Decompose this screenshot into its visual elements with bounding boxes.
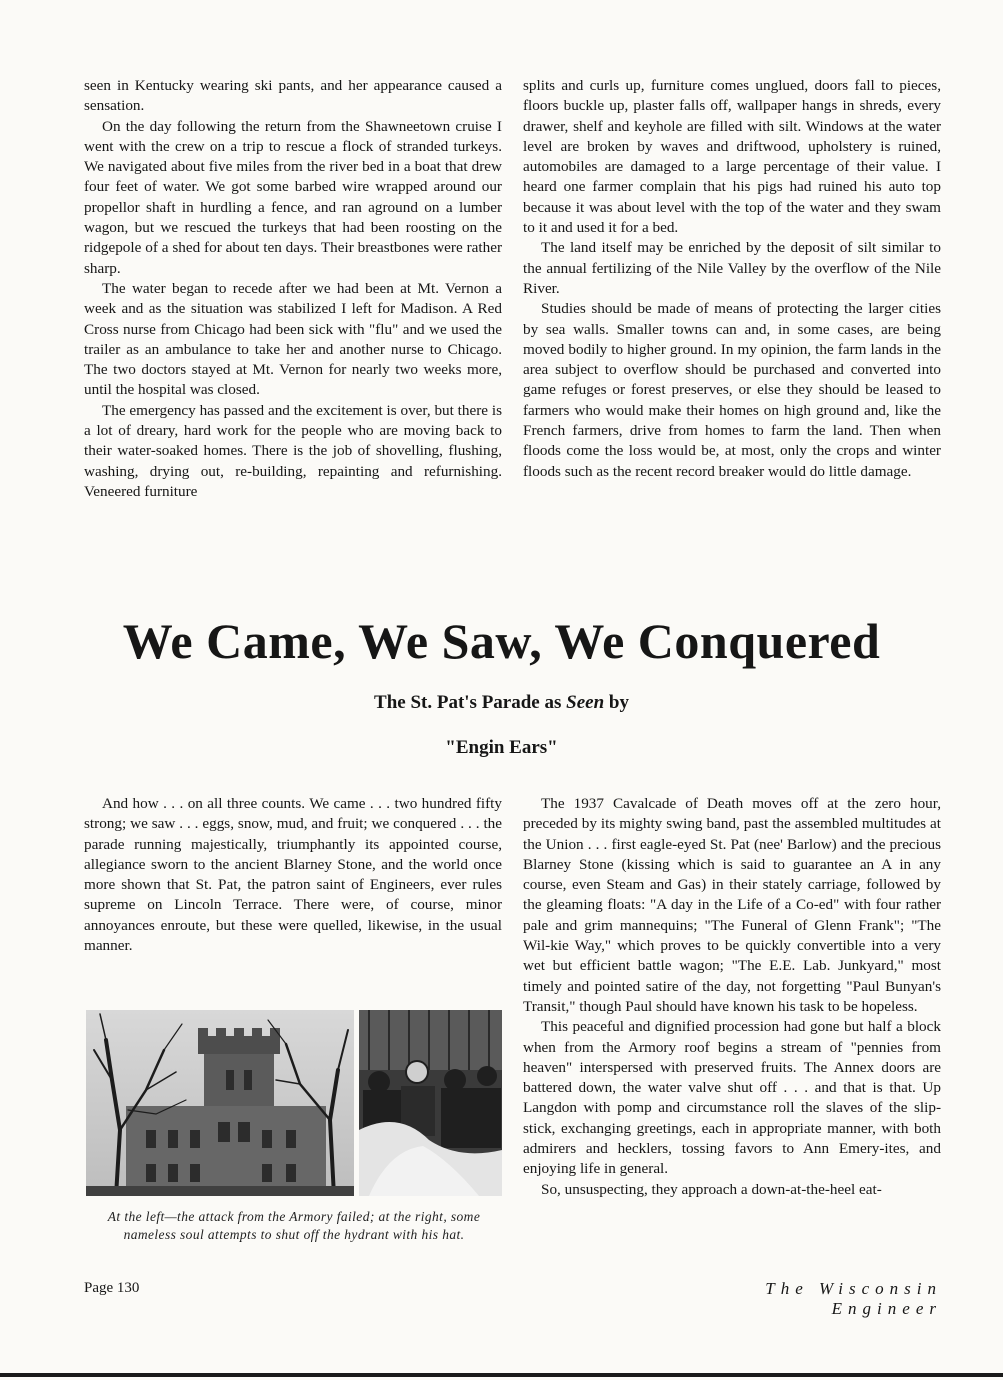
paragraph: splits and curls up, furniture comes unglued, doors fall to pieces, floors buckle up, plaster falls off, wallpaper hangs in shreds, every drawer, shelf and keyhole are filled with silt. Windows at the water level are broken by waves and driftwood, upholstery is ruined, automobiles are damaged to a large percentage of their value. I heard one farmer complain that his pigs had ruined his auto top because it was about level with the top of the water and they swam to it and used it for a bed. — [523, 77, 941, 237]
paragraph: The water began to recede after we had been at Mt. Vernon a week and as the situation was stabilized I left for Madison. A Red Cross nurse from Chicago had been sick with "flu" and we used the trailer as an ambulance to take her and another nurse to Chicago. The two doctors stayed at Mt. Vernon for nearly two weeks more, until the hospital was closed. — [84, 279, 502, 399]
paragraph: And how . . . on all three counts. We came . . . two hundred fifty strong; we saw . . . eggs, snow, mud, and fruit; we conquered . . . the parade running majestically, triumphantly its appointed course, allegiance sworn to the ancient Blarney Stone, and the world once more shown that St. Pat, the patron saint of Engineers, ever rules supreme on Lincoln Terrace. There were, of course, minor annoyances enroute, but these were quelled, likewise, in the usual manner. — [84, 795, 502, 955]
article-subtitle — [0, 692, 1003, 714]
paragraph: On the day following the return from the Shawneetown cruise I went with the crew on a trip to rescue a flock of stranded turkeys. We navigated about five miles from the river bed in a boat that drew four feet of water. We got some barbed wire wrapped around our propellor shaft in hurdling a fence, and ran aground on a lumber wagon, but we rescued the turkeys that had been roosting on the ridgepole of a shed for about ten days. Their breastbones were rather sharp. — [84, 117, 502, 277]
paragraph: So, unsuspecting, they approach a down-at-the-heel eat- — [541, 1180, 882, 1198]
armory-photo-drawing — [86, 1010, 354, 1196]
paragraph: seen in Kentucky wearing ski pants, and her appearance caused a sensation. — [84, 77, 502, 115]
hydrant-hat-photo — [359, 1010, 502, 1196]
paragraph: Studies should be made of means of protecting the larger cities by sea walls. Smaller towns can and, in some cases, are being moved bodily to higher ground. In my opinion, the farm lands in the area subject to overflow should be purchased and converted into game refuges or forest preserves, or else they should be leased to farmers who would make their homes on high ground and, like the French farmers, drive from homes to farm the land. Then when floods come the loss would be, at most, only the crops and winter floods such as the recent record breaker would do little damage. — [523, 300, 941, 480]
bottom-rule — [0, 1373, 1003, 1377]
paragraph: The land itself may be enriched by the deposit of silt similar to the annual fertilizing of the Nile Valley by the overflow of the Nile River. — [523, 239, 941, 297]
armory-attack-photo — [86, 1010, 354, 1196]
subtitle-prefix: The St. Pat's Parade as — [374, 692, 567, 713]
paragraph: The 1937 Cavalcade of Death moves off at the zero hour, preceded by its mighty swing band, past the assembled multitudes at the Union . . . first eagle-eyed St. Pat (nee' Barlow) and the precious Blarney Stone (kissing which is said to guarantee an A in any course, even Steam and Gas) in their stately carriage, followed by the gleaming floats: "A day in the Life of a Co-ed" with four rather pale and grim mannequins; "The Funeral of Glenn Frank"; "The Wil-kie Way," which proves to be quickly convertible into a very wet but efficient battle wagon; "The E.E. Lab. Junkyard," most timely and pointed satire of the day, not forgetting "Paul Bunyan's Transit," though Paul should have known his task to be hopeless. — [523, 795, 941, 1015]
paragraph: The emergency has passed and the excitement is over, but there is a lot of dreary, hard work for the people who are moving back to their water-soaked homes. There is the job of shovelling, flushing, washing, drying out, re-building, repainting and refurnishing. Veneered furniture — [84, 401, 502, 500]
magazine-name: The Wisconsin Engineer — [765, 1279, 942, 1318]
page-number: Page 130 — [84, 1280, 140, 1296]
paragraph: This peaceful and dignified procession had gone but half a block when from the Armory roof begins a stream of "pennies from heaven" interspersed with preserved fruits. The Annex doors are battered down, the water valve shut off . . . and that is that. Up Langdon with pomp and circumstance roll the slaves of the slip-stick, exchanging greetings, each in appropriate manner, with both admirers and hecklers, tossing favors to Ann Emery-ites, and enjoying life in general. — [523, 1018, 941, 1178]
photo-caption: At the left—the attack from the Armory failed; at the right, some nameless soul attempts to shut off the hydrant with his hat. — [107, 1209, 481, 1242]
hydrant-photo-drawing — [359, 1010, 502, 1196]
article-byline: "Engin Ears" — [445, 737, 558, 758]
article-left-column — [84, 794, 502, 956]
subtitle-suffix: by — [604, 692, 629, 713]
article-right-column — [523, 794, 941, 1200]
top-left-column — [84, 76, 502, 502]
top-right-column — [523, 76, 941, 482]
subtitle-emphasis: Seen — [566, 692, 605, 713]
article-title: We Came, We Saw, We Conquered — [122, 613, 881, 669]
